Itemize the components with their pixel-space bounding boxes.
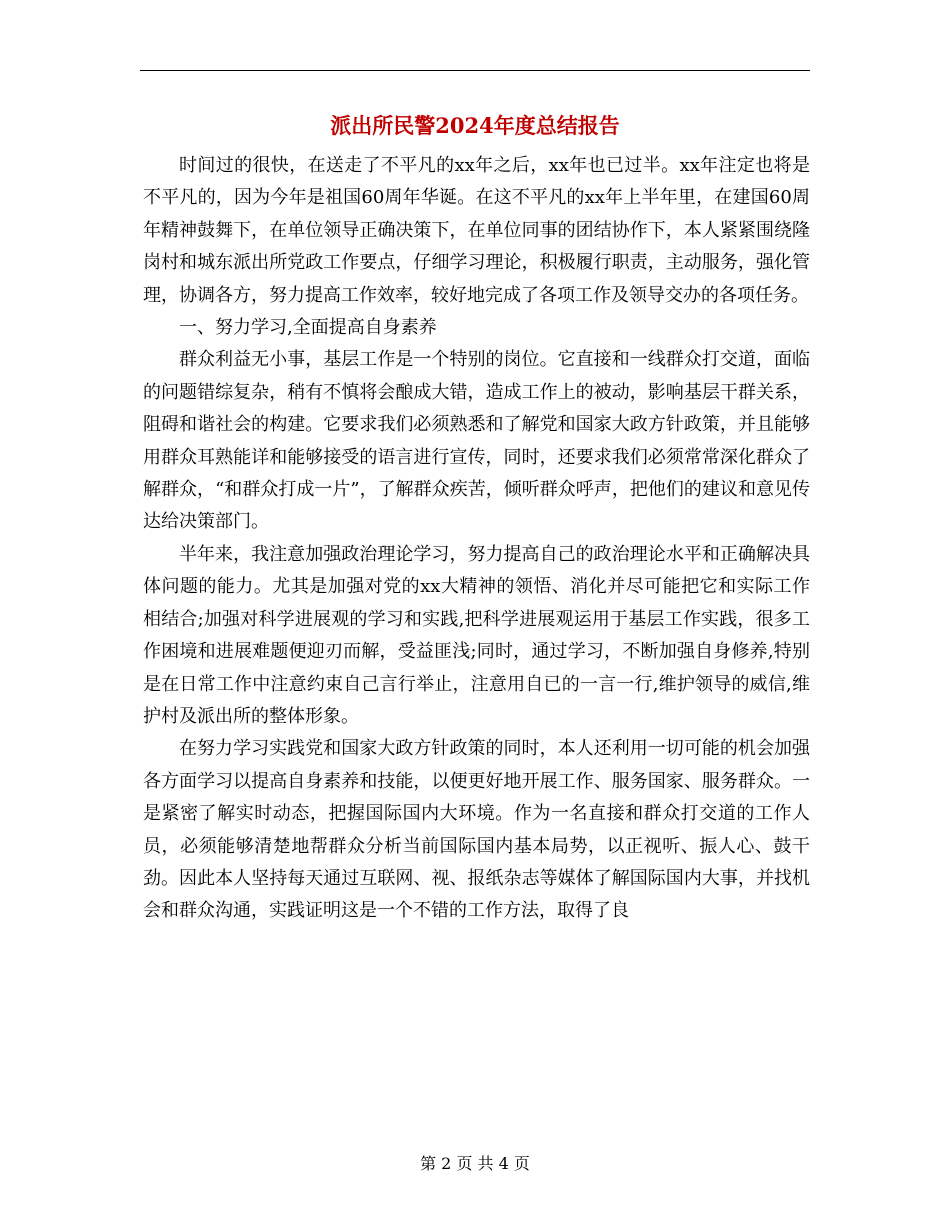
- page-number: 第 2 页 共 4 页: [420, 1154, 530, 1173]
- document-title: 派出所民警2024年度总结报告: [330, 113, 620, 138]
- paragraph-political-study: 半年来，我注意加强政治理论学习，努力提高自己的政治理论水平和正确解决具体问题的能力。尤其是加强对党的xx大精神的领悟、消化并尽可能把它和实际工作相结合;加强对科学进展观的学习和实践,把科学进展观运用于基层工作实践，很多工作困境和进展难题便迎刃而解，受益匪浅;同时，通过学习，不断加强自身修养,特别是在日常工作中注意约束自己言行举止，注意用自已的一言一行,维护领导的威信,维护村及派出所的整体形象。: [143, 543, 810, 727]
- document-body: [143, 150, 810, 928]
- paragraph-self-improvement: 在努力学习实践党和国家大政方针政策的同时，本人还利用一切可能的机会加强各方面学习以提高自身素养和技能，以便更好地开展工作、服务国家、服务群众。一是紧密了解实时动态，把握国际国内大环境。作为一名直接和群众打交道的工作人员，必须能够清楚地帮群众分析当前国际国内基本局势，以正视听、振人心、鼓干劲。因此本人坚持每天通过互联网、视、报纸杂志等媒体了解国际国内大事，并找机会和群众沟通，实践证明这是一个不错的工作方法，取得了良: [143, 738, 810, 922]
- paragraph-grassroots-work: 群众利益无小事，基层工作是一个特别的岗位。它直接和一线群众打交道，面临的问题错综复杂，稍有不慎将会酿成大错，造成工作上的被动，影响基层干群关系，阻碍和谐社会的构建。它要求我们必须熟悉和了解党和国家大政方针政策，并且能够用群众耳熟能详和能够接受的语言进行宣传，同时，还要求我们必须常常深化群众了解群众，“和群众打成一片”，了解群众疾苦，倾听群众呼声，把他们的建议和意见传达给决策部门。: [143, 349, 810, 533]
- paragraph-intro: 时间过的很快，在送走了不平凡的xx年之后，xx年也已过半。xx年注定也将是不平凡的，因为今年是祖国60周年华诞。在这不平凡的xx年上半年里，在建国60周年精神鼓舞下，在单位领导正确决策下，在单位同事的团结协作下，本人紧紧围绕隆岗村和城东派出所党政工作要点，仔细学习理论，积极履行职责，主动服务，强化管理，协调各方，努力提高工作效率，较好地完成了各项工作及领导交办的各项任务。: [143, 155, 810, 306]
- section-heading: 一、努力学习,全面提高自身素养: [179, 317, 437, 339]
- header-rule: [140, 70, 810, 71]
